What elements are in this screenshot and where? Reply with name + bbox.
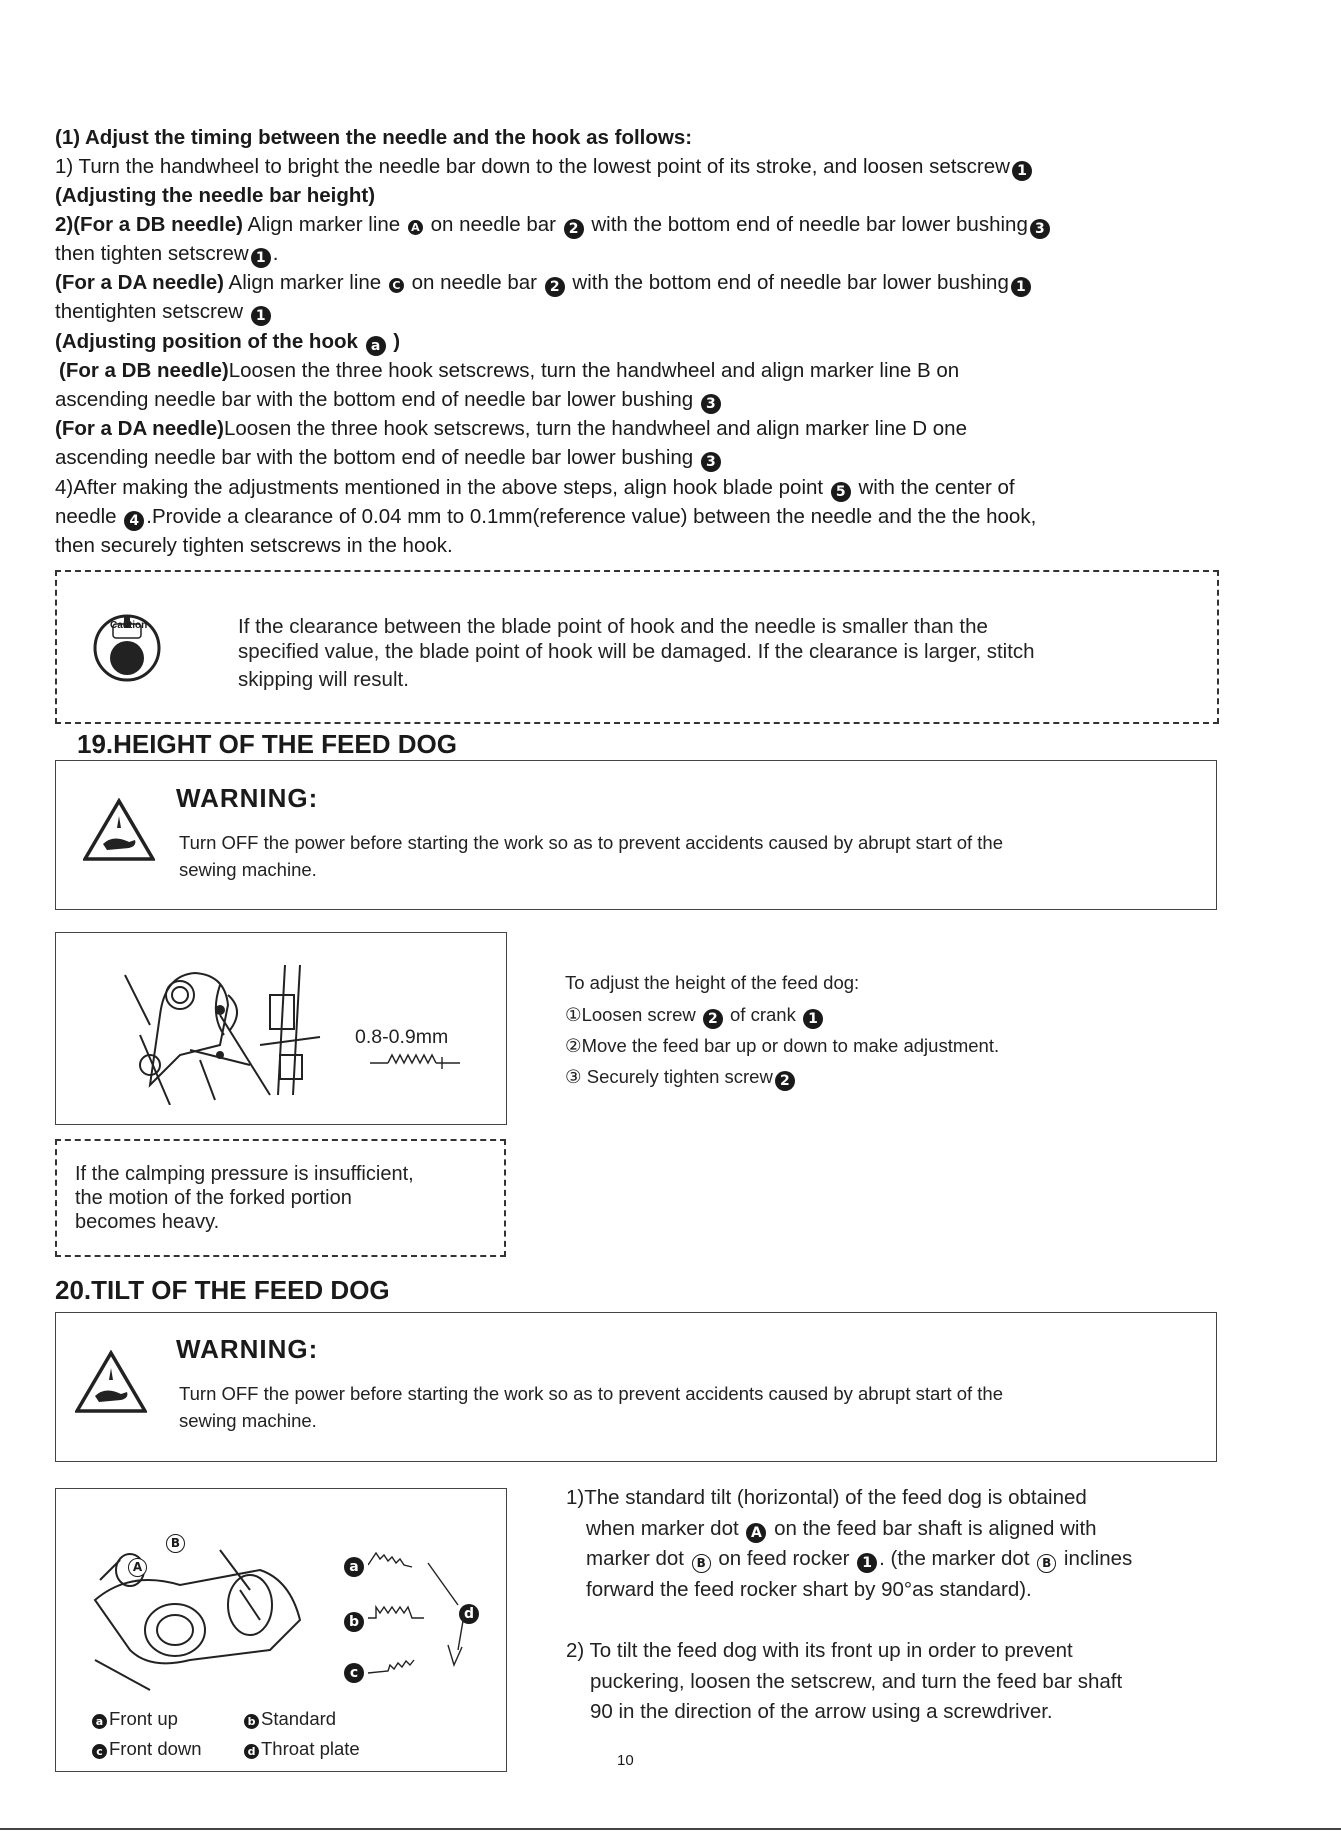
step4-e: then securely tighten setscrews in the hook. bbox=[55, 534, 453, 557]
db2-cont-text: ascending needle bar with the bottom end of needle bar lower bushing bbox=[55, 388, 699, 411]
callout-A: A bbox=[408, 220, 423, 235]
callout-b: b bbox=[344, 1612, 364, 1632]
callout-2: 2 bbox=[545, 277, 565, 297]
callout-2: 2 bbox=[703, 1009, 723, 1029]
callout-a: a bbox=[366, 336, 386, 356]
da-text-b: on needle bar bbox=[405, 271, 543, 294]
note-line1: If the calmping pressure is insufficient, bbox=[75, 1163, 414, 1185]
da-needle-line bbox=[55, 271, 1033, 297]
da2-label: (For a DA needle) bbox=[55, 417, 224, 440]
legend-c-text: Front down bbox=[109, 1738, 202, 1759]
hand-warning-icon bbox=[83, 798, 155, 867]
marker-B-callout: B bbox=[166, 1534, 185, 1553]
legend-throat-plate bbox=[242, 1738, 360, 1760]
callout-1: 1 bbox=[857, 1553, 877, 1573]
hook-adjust-heading: (1) Adjust the timing between the needle and the hook as follows: bbox=[55, 126, 693, 149]
step4-a: 4)After making the adjustments mentioned in the above steps, align hook blade point bbox=[55, 476, 829, 499]
p1-l2a: when marker dot bbox=[586, 1516, 745, 1540]
db-needle-line bbox=[55, 213, 1052, 239]
s19-warn-line2: sewing machine. bbox=[179, 859, 317, 880]
callout-3: 3 bbox=[701, 394, 721, 414]
p1-l3d: inclines bbox=[1058, 1547, 1133, 1570]
p1-l3b: on feed rocker bbox=[712, 1547, 856, 1570]
section19-title: 19.HEIGHT OF THE FEED DOG bbox=[77, 729, 457, 759]
p1-l3a: marker dot bbox=[586, 1547, 690, 1570]
callout-1: 1 bbox=[251, 306, 271, 326]
da2-line bbox=[55, 417, 967, 441]
callout-c: c bbox=[344, 1663, 364, 1683]
s20-warn-line1: Turn OFF the power before starting the work so as to prevent accidents caused by abrupt start of the bbox=[179, 1383, 1004, 1404]
legend-front-down bbox=[90, 1738, 202, 1760]
callout-3: 3 bbox=[701, 452, 721, 472]
p2-line1: 2) To tilt the feed dog with its front up in order to prevent bbox=[566, 1639, 1073, 1662]
caution-line3: skipping will result. bbox=[238, 668, 409, 691]
instr-step1 bbox=[565, 1004, 825, 1029]
marker-A-callout: A bbox=[128, 1558, 147, 1577]
da-text-a: Align marker line bbox=[223, 271, 387, 294]
db-text-c: with the bottom end of needle bar lower bushing bbox=[585, 213, 1028, 236]
callout-B: B bbox=[692, 1554, 711, 1573]
db-text-b: on needle bar bbox=[424, 213, 562, 236]
step1-text: 1) Turn the handwheel to bright the needle bar down to the lowest point of its stroke, and loosen setscrew bbox=[55, 155, 1010, 178]
callout-A: A bbox=[746, 1523, 766, 1543]
db2-text: Loosen the three hook setscrews, turn the handwheel and align marker line B on bbox=[228, 359, 960, 382]
legend-a-text: Front up bbox=[109, 1708, 178, 1729]
hand-warning-icon bbox=[75, 1350, 147, 1419]
feed-bar-illustration bbox=[90, 1510, 320, 1700]
step4-d: .Provide a clearance of 0.04 mm to 0.1mm(reference value) between the needle and the the hook, bbox=[146, 505, 1037, 528]
instr1-a: ①Loosen screw bbox=[565, 1004, 701, 1025]
crank-illustration bbox=[120, 955, 330, 1110]
step1-line bbox=[55, 155, 1034, 181]
instr-step2: ②Move the feed bar up or down to make adjustment. bbox=[565, 1035, 1000, 1056]
callout-1: 1 bbox=[803, 1009, 823, 1029]
legend-a-icon: a bbox=[92, 1714, 107, 1729]
s19-warn-line1: Turn OFF the power before starting the work so as to prevent accidents caused by abrupt start of the bbox=[179, 832, 1004, 853]
feed-dog-height-value: 0.8-0.9mm bbox=[355, 1026, 449, 1048]
da2-cont-text: ascending needle bar with the bottom end of needle bar lower bushing bbox=[55, 446, 699, 469]
callout-3: 3 bbox=[1030, 219, 1050, 239]
callout-a: a bbox=[344, 1557, 364, 1577]
callout-2: 2 bbox=[775, 1071, 795, 1091]
da-needle-label: (For a DA needle) bbox=[55, 271, 224, 294]
callout-C: C bbox=[389, 278, 404, 293]
db2-label: (For a DB needle) bbox=[59, 359, 229, 382]
p1-l3c: . (the marker dot bbox=[879, 1547, 1036, 1570]
instr-title: To adjust the height of the feed dog: bbox=[565, 972, 860, 993]
s20-warn-line2: sewing machine. bbox=[179, 1410, 317, 1431]
callout-4: 4 bbox=[124, 511, 144, 531]
p1-line2 bbox=[566, 1514, 1132, 1545]
caution-line2: specified value, the blade point of hook will be damaged. If the clearance is larger, stitch bbox=[238, 640, 1035, 663]
legend-d-icon: d bbox=[244, 1744, 259, 1759]
caution-text bbox=[238, 614, 1035, 692]
instr1-b: of crank bbox=[724, 1004, 801, 1025]
legend-d-text: Throat plate bbox=[261, 1738, 360, 1759]
feed-dog-teeth-graphic bbox=[368, 1051, 468, 1076]
legend-front-up bbox=[90, 1708, 178, 1730]
step4-b: with the center of bbox=[852, 476, 1015, 499]
step4-line bbox=[55, 476, 1015, 502]
db-needle-label: 2)(For a DB needle) bbox=[55, 213, 243, 236]
legend-standard bbox=[242, 1708, 336, 1730]
callout-1: 1 bbox=[251, 248, 271, 268]
section20-warning-text bbox=[179, 1380, 1003, 1434]
callout-1: 1 bbox=[1011, 277, 1031, 297]
p2-line3: 90 in the direction of the arrow using a screwdriver. bbox=[590, 1700, 1053, 1723]
step4-line2 bbox=[55, 505, 1036, 531]
tilt-paragraph-2 bbox=[566, 1636, 1122, 1728]
callout-2: 2 bbox=[564, 219, 584, 239]
sub2-text: (Adjusting position of the hook bbox=[55, 330, 364, 353]
instr-step3 bbox=[565, 1066, 797, 1091]
section19-warning-text bbox=[179, 829, 1003, 883]
section20-warning-title: WARNING: bbox=[176, 1334, 319, 1364]
instr3-text: ③ Securely tighten screw bbox=[565, 1066, 773, 1087]
p2-line2: puckering, loosen the setscrew, and turn the feed bar shaft bbox=[590, 1669, 1123, 1693]
note-line2: the motion of the forked portion bbox=[75, 1187, 352, 1209]
da-needle-cont bbox=[55, 300, 273, 326]
tilt-paragraph-1 bbox=[566, 1483, 1132, 1605]
tilt-teeth-graphic bbox=[368, 1545, 478, 1690]
db-cont-text: then tighten setscrew bbox=[55, 242, 249, 265]
sub2-end: ) bbox=[387, 330, 401, 353]
section19-warning-title: WARNING: bbox=[176, 783, 319, 813]
p1-line4: forward the feed rocker shart by 90°as standard). bbox=[586, 1577, 1032, 1601]
callout-5: 5 bbox=[831, 482, 851, 502]
callout-B: B bbox=[1037, 1554, 1056, 1573]
hook-position-subheading bbox=[55, 330, 400, 356]
legend-b-text: Standard bbox=[261, 1708, 337, 1729]
step4-c: needle bbox=[55, 505, 123, 528]
legend-c-icon: c bbox=[92, 1744, 107, 1759]
da2-cont bbox=[55, 446, 723, 472]
p1-line3 bbox=[566, 1544, 1132, 1575]
da-text-c: with the bottom end of needle bar lower bushing bbox=[566, 271, 1009, 294]
da2-text: Loosen the three hook setscrews, turn the handwheel and align marker line D one bbox=[223, 417, 967, 440]
p1-l2b: on the feed bar shaft is aligned with bbox=[768, 1516, 1097, 1540]
db-text-a: Align marker line bbox=[242, 213, 406, 236]
callout-d: d bbox=[459, 1604, 479, 1624]
note-line3: becomes heavy. bbox=[75, 1211, 220, 1233]
needle-bar-height-subheading: (Adjusting the needle bar height) bbox=[55, 184, 376, 207]
legend-b-icon: b bbox=[244, 1714, 259, 1729]
db-needle-cont: then tighten setscrew 1 . bbox=[55, 242, 279, 266]
caution-line1: If the clearance between the blade point of hook and the needle is smaller than the bbox=[238, 615, 988, 638]
page-number: 10 bbox=[617, 1752, 634, 1769]
clamping-note bbox=[75, 1162, 414, 1234]
caution-icon-label: Caution bbox=[110, 620, 148, 631]
db2-cont bbox=[55, 388, 723, 414]
da-cont-text: thentighten setscrew bbox=[55, 300, 249, 323]
db2-line bbox=[59, 359, 959, 383]
callout-1: 1 bbox=[1012, 161, 1032, 181]
bottom-rule bbox=[0, 1828, 1341, 1830]
section20-title: 20.TILT OF THE FEED DOG bbox=[55, 1275, 390, 1305]
p1-line1: 1)The standard tilt (horizontal) of the feed dog is obtained bbox=[566, 1486, 1087, 1509]
